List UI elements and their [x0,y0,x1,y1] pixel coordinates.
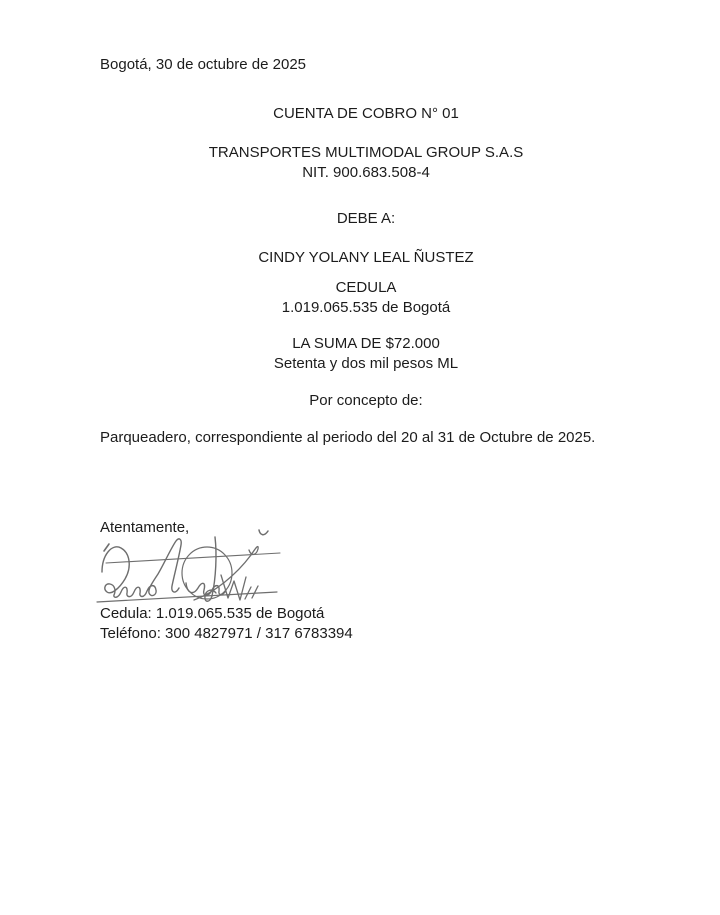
signature-hash-marks [245,586,258,599]
company-block [100,143,632,183]
signer-id-line: Cedula: 1.019.065.535 de Bogotá [100,605,325,622]
id-block [100,278,632,318]
date-line: Bogotá, 30 de octubre de 2025 [100,56,307,73]
signature-main-stroke [102,539,181,597]
company-name: TRANSPORTES MULTIMODAL GROUP S.A.S [208,144,524,161]
debtor-label: DEBE A: [336,210,396,227]
closing-line: Atentamente, [100,519,190,536]
concept-label: Por concepto de: [309,392,423,409]
amount-in-words: Setenta y dos mil pesos ML [273,355,459,372]
signature-scribble [88,526,288,610]
contact-block [100,604,640,643]
signature-tick-left [104,544,109,551]
signature-line-bottom [97,592,277,602]
payee-name: CINDY YOLANY LEAL ÑUSTEZ [258,249,474,266]
signature-zigzag [221,575,246,600]
signature-line-top [106,553,280,563]
id-label: CEDULA [335,279,397,296]
signer-phone-line: Teléfono: 300 4827971 / 317 6783394 [100,624,353,642]
company-nit: NIT. 900.683.508-4 [302,164,430,181]
amount-line: LA SUMA DE $72.000 [292,335,440,352]
id-value: 1.019.065.535 de Bogotá [281,299,451,316]
concept-text: Parqueadero, correspondiente al periodo del 20 al 31 de Octubre de 2025. [100,429,596,446]
document-title: CUENTA DE COBRO N° 01 [273,105,459,122]
amount-block [100,334,632,374]
signature-area [88,526,288,610]
signature-tick-right [259,530,268,535]
